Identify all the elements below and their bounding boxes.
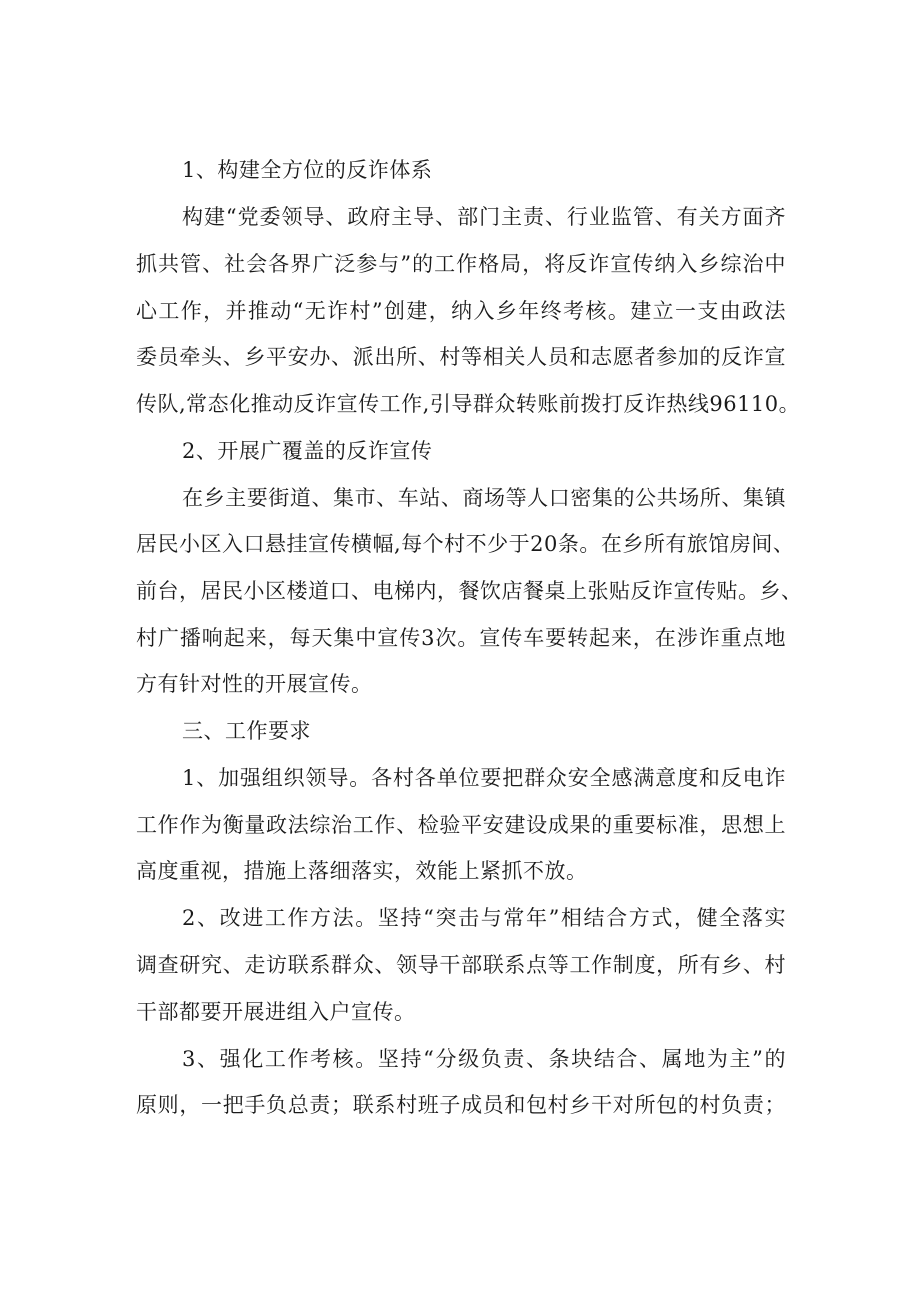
paragraph-line: 传队,常态化推动反诈宣传工作,引导群众转账前拨打反诈热线96110。 [136,392,801,416]
paragraph-line: 居民小区入口悬挂宣传横幅,每个村不少于20条。在乡所有旅馆房间、 [136,532,795,556]
paragraph-line: 委员牵头、乡平安办、派出所、村等相关人员和志愿者参加的反诈宣 [136,345,786,369]
section-heading-work-requirements: 三、工作要求 [182,719,311,743]
paragraph-line: 村广播响起来，每天集中宣传3次。宣传车要转起来，在涉诈重点地 [136,626,786,650]
paragraph-line: 3、强化工作考核。坚持“分级负责、条块结合、属地为主”的 [182,1047,786,1071]
paragraph-line: 心工作，并推动“无诈村”创建，纳入乡年终考核。建立一支由政法 [136,299,786,323]
paragraph-line: 高度重视，措施上落细落实，效能上紧抓不放。 [136,859,588,883]
paragraph-line: 调查研究、走访联系群众、领导干部联系点等工作制度，所有乡、村 [136,953,786,977]
paragraph-line: 构建“党委领导、政府主导、部门主责、行业监管、有关方面齐 [182,205,786,229]
paragraph-line: 抓共管、社会各界广泛参与”的工作格局，将反诈宣传纳入乡综治中 [136,252,786,276]
paragraph-line: 原则，一把手负总责；联系村班子成员和包村乡干对所包的村负责； [136,1093,786,1117]
paragraph-line: 工作作为衡量政法综治工作、检验平安建设成果的重要标准，思想上 [136,813,786,837]
paragraph-line: 1、加强组织领导。各村各单位要把群众安全感满意度和反电诈 [182,766,786,790]
heading-publicity: 2、开展广覆盖的反诈宣传 [182,439,433,463]
paragraph-line: 方有针对性的开展宣传。 [136,672,373,696]
heading-build-system: 1、构建全方位的反诈体系 [182,158,433,182]
paragraph-line: 在乡主要街道、集市、车站、商场等人口密集的公共场所、集镇 [182,486,786,510]
paragraph-line: 干部都要开展进组入户宣传。 [136,1000,416,1024]
paragraph-line: 前台，居民小区楼道口、电梯内，餐饮店餐桌上张贴反诈宣传贴。乡、 [136,579,803,603]
paragraph-line: 2、改进工作方法。坚持“突击与常年”相结合方式，健全落实 [182,906,786,930]
